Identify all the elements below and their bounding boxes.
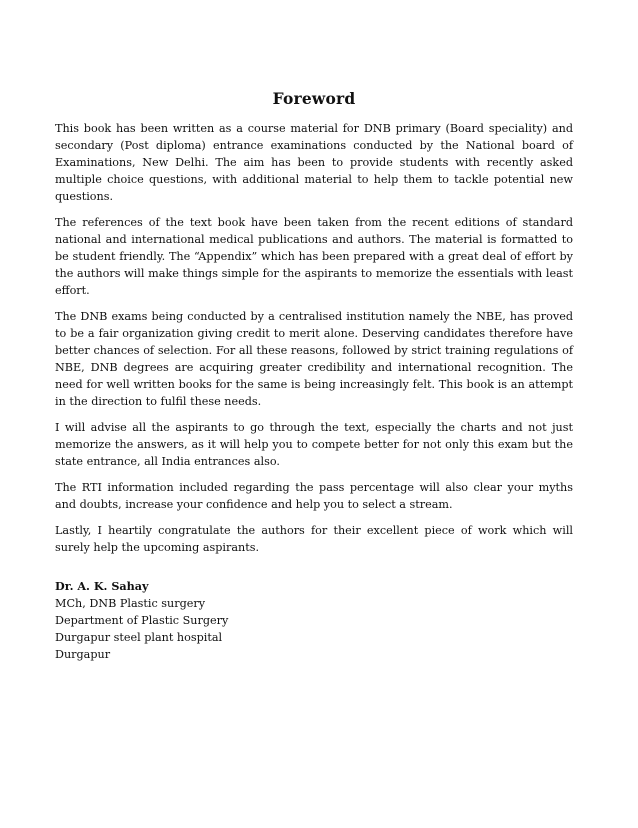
signature-qualification: MCh, DNB Plastic surgery	[55, 597, 206, 610]
signature-hospital: Durgapur steel plant hospital	[55, 631, 223, 644]
paragraph-6: Lastly, I heartily congratulate the authors for their excellent piece of work which will surely help the upcoming aspirants.	[55, 524, 573, 554]
paragraph-1: This book has been written as a course material for DNB primary (Board speciality) and secondary (Post diploma) entrance examinations conducted by the National board of Examinations, New Delhi. The aim has been to provide students with recently asked multiple choice questions, with additional material to help them to tackle potential new questions.	[55, 122, 573, 203]
foreword-page	[55, 88, 573, 663]
signature-name: Dr. A. K. Sahay	[55, 579, 149, 593]
signature-department: Department of Plastic Surgery	[55, 614, 229, 627]
paragraph-2: The references of the text book have been taken from the recent editions of standard national and international medical publications and authors. The material is formatted to be student friendly. The “Appendix” which has been prepared with a great deal of effort by the authors will make things simple for the aspirants to memorize the essentials with least effort.	[55, 216, 573, 297]
page-title: Foreword	[272, 89, 356, 108]
signature-block	[55, 578, 573, 663]
paragraph-4: I will advise all the aspirants to go through the text, especially the charts and not just memorize the answers, as it will help you to compete better for not only this exam but the state entrance, all India entrances also.	[55, 421, 573, 468]
signature-city: Durgapur	[55, 648, 111, 661]
paragraph-5: The RTI information included regarding the pass percentage will also clear your myths and doubts, increase your confidence and help you to select a stream.	[55, 481, 573, 511]
paragraph-3: The DNB exams being conducted by a centralised institution namely the NBE, has proved to be a fair organization giving credit to merit alone. Deserving candidates therefore have better chances of selection. For all these reasons, followed by strict training regulations of NBE, DNB degrees are acquiring greater credibility and international recognition. The need for well written books for the same is being increasingly felt. This book is an attempt in the direction to fulfil these needs.	[55, 310, 573, 408]
